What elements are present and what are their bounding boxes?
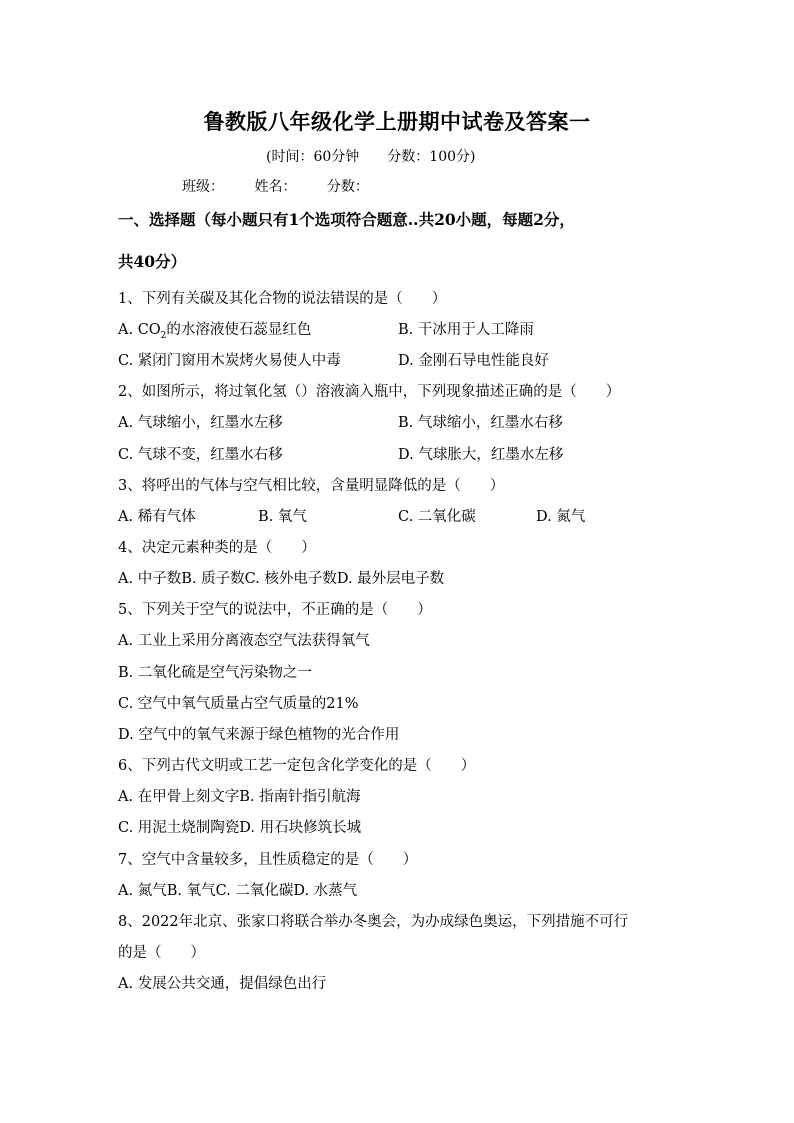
q4-options: A. 中子数B. 质子数C. 核外电子数D. 最外层电子数 xyxy=(118,571,445,587)
q5-option-a: A. 工业上采用分离液态空气法获得氧气 xyxy=(118,633,370,649)
q7-stem: 7、空气中含量较多，且性质稳定的是（ ） xyxy=(118,852,418,868)
q1-a-subscript: 2 xyxy=(160,330,167,341)
q5-option-c: C. 空气中氧气质量占空气质量的21% xyxy=(118,696,359,712)
q3-option-c: C. 二氧化碳 xyxy=(398,509,476,525)
q2-option-b: B. 气球缩小，红墨水右移 xyxy=(398,415,563,431)
q2-stem: 2、如图所示，将过氧化氢（）溶液滴入瓶中，下列现象描述正确的是（ ） xyxy=(118,384,621,400)
q1-option-b: B. 干冰用于人工降雨 xyxy=(398,322,534,338)
q6-options-ab: A. 在甲骨上刻文字B. 指南针指引航海 xyxy=(118,789,361,805)
q2-option-a: A. 气球缩小，红墨水左移 xyxy=(118,415,283,431)
student-info xyxy=(182,176,395,196)
q2-option-c: C. 气球不变，红墨水右移 xyxy=(118,447,283,463)
q6-options-cd: C. 用泥土烧制陶瓷D. 用石块修筑长城 xyxy=(118,820,362,836)
q6-stem: 6、下列古代文明或工艺一定包含化学变化的是（ ） xyxy=(118,758,476,774)
q3-option-b: B. 氧气 xyxy=(258,509,307,525)
q8-stem-line1: 8、2022年北京、张家口将联合举办冬奥会，为办成绿色奥运，下列措施不可行 xyxy=(118,914,629,930)
section-heading-line1: 一、选择题（每小题只有1个选项符合题意..共20小题，每题2分， xyxy=(118,210,575,229)
q3-option-a: A. 稀有气体 xyxy=(118,509,196,525)
exam-time: (时间：60分钟 xyxy=(266,149,360,165)
exam-total-score: 分数：100分) xyxy=(387,149,476,165)
section-heading-line2: 共40分） xyxy=(118,252,187,271)
name-label: 姓名： xyxy=(254,179,297,195)
exam-time-score xyxy=(266,146,503,166)
q1-option-c: C. 紧闭门窗用木炭烤火易使人中毒 xyxy=(118,353,341,369)
q8-option-a: A. 发展公共交通，提倡绿色出行 xyxy=(118,976,327,992)
q7-options: A. 氮气B. 氧气C. 二氧化碳D. 水蒸气 xyxy=(118,883,358,899)
q2-option-d: D. 气球胀大，红墨水左移 xyxy=(398,447,564,463)
q5-option-b: B. 二氧化硫是空气污染物之一 xyxy=(118,665,312,681)
q1-a-prefix: A. CO xyxy=(118,322,161,338)
class-label: 班级： xyxy=(182,179,224,195)
q1-option-d: D. 金刚石导电性能良好 xyxy=(398,353,549,369)
score-label: 分数： xyxy=(326,179,369,195)
q1-stem: 1、下列有关碳及其化合物的说法错误的是（ ） xyxy=(118,291,447,307)
q5-stem: 5、下列关于空气的说法中，不正确的是（ ） xyxy=(118,602,432,618)
q8-stem-line2: 的是（ ） xyxy=(118,945,205,961)
q3-option-d: D. 氮气 xyxy=(536,509,586,525)
q3-stem: 3、将呼出的气体与空气相比较，含量明显降低的是（ ） xyxy=(118,478,505,494)
exam-title: 鲁教版八年级化学上册期中试卷及答案一 xyxy=(203,109,591,134)
q4-stem: 4、决定元素种类的是（ ） xyxy=(118,540,316,556)
q5-option-d: D. 空气中的氧气来源于绿色植物的光合作用 xyxy=(118,727,400,743)
q1-a-suffix: 的水溶液使石蕊显红色 xyxy=(166,322,312,338)
q1-option-a xyxy=(118,321,311,345)
